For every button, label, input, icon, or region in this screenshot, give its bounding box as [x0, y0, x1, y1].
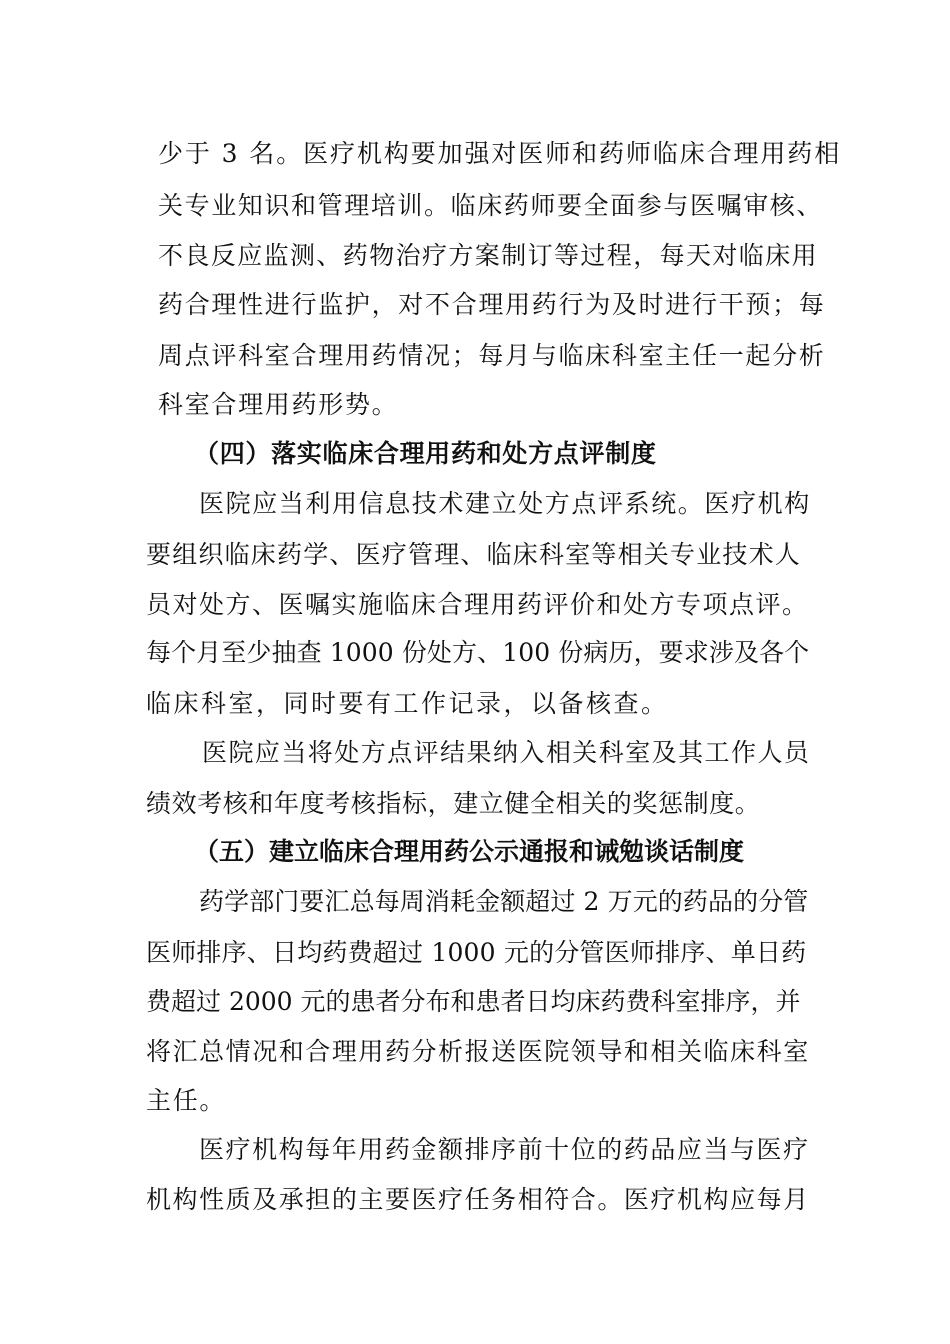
- text-line: 药合理性进行监护，对不合理用药行为及时进行干预；每: [158, 290, 826, 319]
- text-line: 员对处方、医嘱实施临床合理用药评价和处方专项点评。: [146, 590, 809, 619]
- text-line: 医疗机构每年用药金额排序前十位的药品应当与医疗: [199, 1135, 810, 1164]
- text-line: 不良反应监测、药物治疗方案制订等过程，每天对临床用: [158, 241, 819, 270]
- text-line: 每个月至少抽查 1000 份处方、100 份病历，要求涉及各个: [146, 638, 810, 667]
- text-line: 绩效考核和年度考核指标，建立健全相关的奖惩制度。: [146, 789, 761, 818]
- text-line: 医院应当将处方点评结果纳入相关科室及其工作人员: [202, 738, 811, 767]
- text-line: 关专业知识和管理培训。临床药师要全面参与医嘱审核、: [158, 191, 824, 220]
- text-line: 医师排序、日均药费超过 1000 元的分管医师排序、单日药: [146, 938, 807, 967]
- section-heading-4: （四）落实临床合理用药和处方点评制度: [194, 439, 657, 468]
- text-line: 医院应当利用信息技术建立处方点评系统。医疗机构: [199, 489, 811, 518]
- text-line: 科室合理用药形势。: [158, 390, 399, 419]
- text-line: 主任。: [146, 1086, 227, 1115]
- text-line: 将汇总情况和合理用药分析报送医院领导和相关临床科室: [146, 1037, 810, 1066]
- text-line: 费超过 2000 元的患者分布和患者日均床药费科室排序，并: [146, 987, 801, 1016]
- text-line: 周点评科室合理用药情况；每月与临床科室主任一起分析: [158, 341, 826, 370]
- text-line: 临床科室，同时要有工作记录，以备核查。: [146, 689, 669, 718]
- text-line: 机构性质及承担的主要医疗任务相符合。医疗机构应每月: [146, 1185, 810, 1214]
- text-line: 少于 3 名。医疗机构要加强对医师和药师临床合理用药相: [158, 139, 842, 168]
- text-line: 药学部门要汇总每周消耗金额超过 2 万元的药品的分管: [199, 887, 809, 916]
- section-heading-5: （五）建立临床合理用药公示通报和诫勉谈话制度: [194, 837, 745, 866]
- text-line: 要组织临床药学、医疗管理、临床科室等相关专业技术人: [146, 540, 802, 569]
